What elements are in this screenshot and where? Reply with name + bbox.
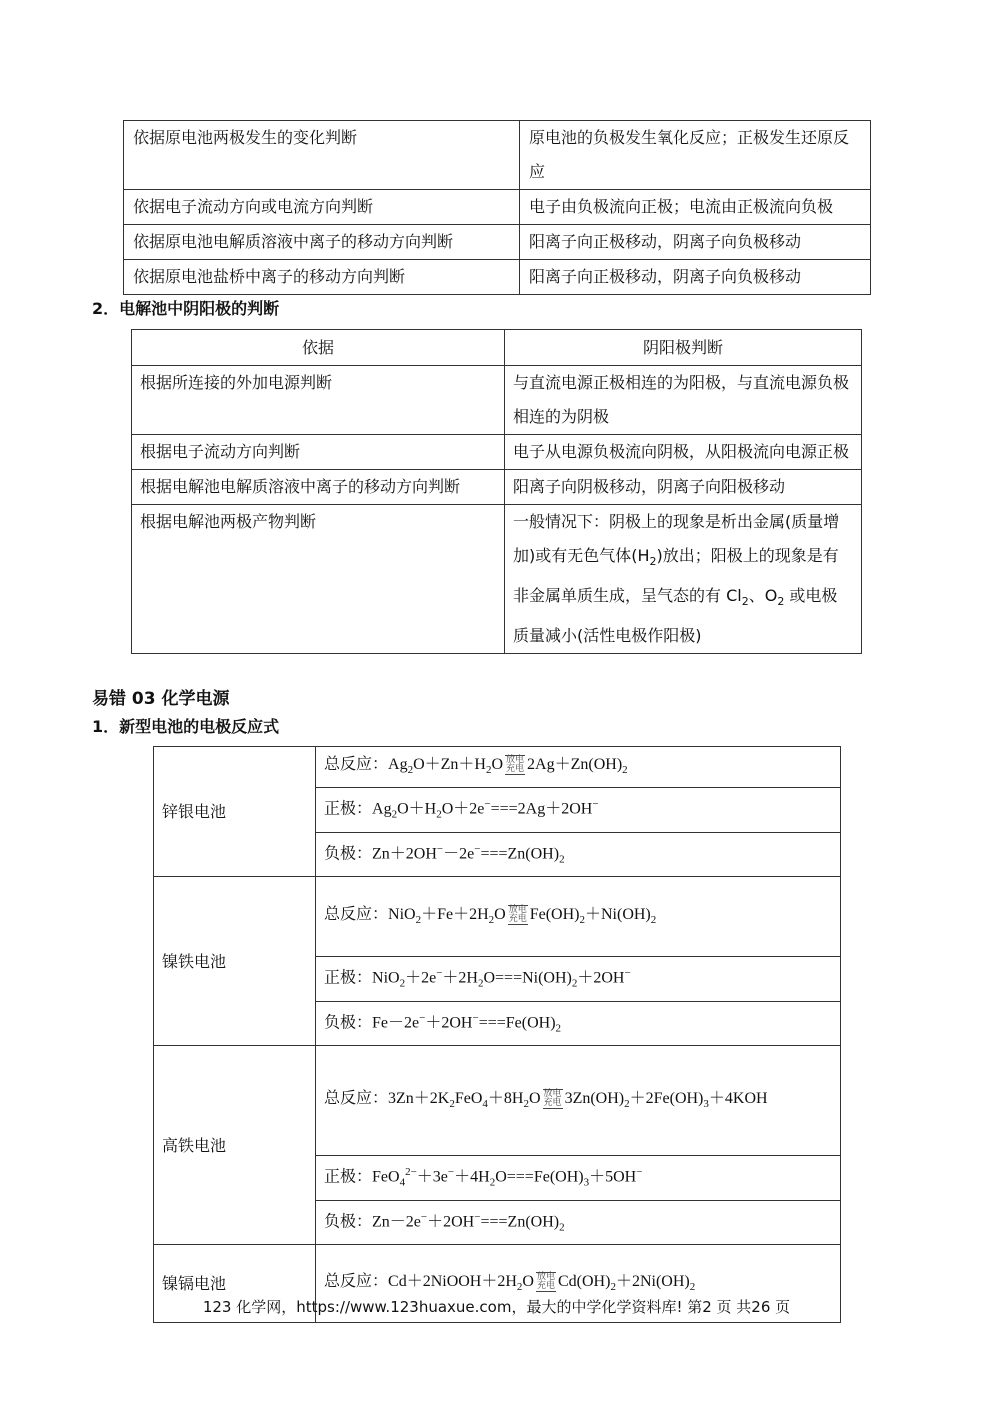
basis-cell: 根据电解池两极产物判断 (132, 505, 505, 654)
battery-name: 高铁电池 (154, 1046, 316, 1245)
basis-cell: 根据电解池电解质溶液中离子的移动方向判断 (132, 470, 505, 505)
column-header-basis: 依据 (132, 330, 505, 366)
table-row (124, 260, 871, 295)
basis-cell: 依据电子流动方向或电流方向判断 (124, 190, 520, 225)
battery-table (153, 746, 841, 1323)
electrolytic-cell-table (131, 329, 862, 654)
positive-reaction: 正极：$FeO_4^{2-}+3e^-+4H_2O===Fe(OH)_3+5OH^-$ (316, 1156, 841, 1201)
galvanic-cell-table (123, 120, 871, 295)
table-row (154, 877, 841, 957)
table-row (132, 505, 862, 654)
table-row (132, 366, 862, 435)
result-cell: 原电池的负极发生氧化反应；正极发生还原反应 (520, 121, 871, 190)
reversible-arrow-icon: 放电 充电 (508, 904, 527, 924)
basis-cell: 依据原电池盐桥中离子的移动方向判断 (124, 260, 520, 295)
column-header-result: 阴阳极判断 (505, 330, 862, 366)
result-cell: 与直流电源正极相连的为阳极，与直流电源负极相连的为阴极 (505, 366, 862, 435)
table-row (124, 121, 871, 190)
result-cell: 电子从电源负极流向阴极，从阳极流向电源正极 (505, 435, 862, 470)
reversible-arrow-icon: 放电 充电 (543, 1088, 562, 1108)
battery-name: 镍镉电池 (154, 1245, 316, 1323)
result-cell: 阳离子向正极移动，阴离子向负极移动 (520, 225, 871, 260)
basis-cell: 依据原电池电解质溶液中离子的移动方向判断 (124, 225, 520, 260)
table-header-row (132, 330, 862, 366)
table-row (132, 470, 862, 505)
basis-cell: 根据电子流动方向判断 (132, 435, 505, 470)
result-cell: 阳离子向阴极移动，阴离子向阳极移动 (505, 470, 862, 505)
negative-reaction: 负极：$Fe-2e^-+2OH^-===Fe(OH)_2$ (316, 1001, 841, 1046)
table-row (154, 1046, 841, 1156)
reversible-arrow-icon: 放电 充电 (506, 755, 525, 775)
table-row (132, 435, 862, 470)
positive-reaction: 正极：$Ag_2O+H_2O+2e^-===2Ag+2OH^-$ (316, 788, 841, 833)
total-reaction: 总反应：$NiO_2+Fe+2H_2O$ 放电 充电 $Fe(OH)_2+Ni(OH)_2$ (316, 877, 841, 957)
reversible-arrow-icon: 放电 充电 (536, 1272, 555, 1292)
page-footer: 123 化学网，https://www.123huaxue.com，最大的中学化学资料库! 第2 页 共26 页 (202, 1298, 791, 1316)
basis-cell: 依据原电池两极发生的变化判断 (124, 121, 520, 190)
battery-name: 锌银电池 (154, 747, 316, 877)
table-row (154, 747, 841, 788)
subsection-heading: 1．新型电池的电极反应式 (92, 717, 280, 736)
total-reaction: 总反应：$3Zn+2K_2FeO_4+8H_2O$ 放电 充电 $3Zn(OH)_2+2Fe(OH)_3+4KOH$ (316, 1046, 841, 1156)
negative-reaction: 负极：$Zn-2e^-+2OH^-===Zn(OH)_2$ (316, 1200, 841, 1245)
section-heading: 易错 03 化学电源 (92, 689, 230, 709)
basis-cell: 根据所连接的外加电源判断 (132, 366, 505, 435)
total-reaction: 总反应：$Cd+2NiOOH+2H_2O$ 放电 充电 $Cd(OH)_2+2Ni(OH)_2$ (316, 1245, 841, 1323)
result-cell: 阳离子向正极移动，阴离子向负极移动 (520, 260, 871, 295)
battery-name: 镍铁电池 (154, 877, 316, 1046)
total-reaction: 总反应：$Ag_2O+Zn+H_2O$ 放电 充电 $2Ag+Zn(OH)_2$ (316, 747, 841, 788)
result-cell: 一般情况下：阴极上的现象是析出金属(质量增加)或有无色气体$(H_2)$放出；阳极上的现象是有非金属单质生成，呈气态的有 $Cl_2$、$O_2$ 或电极质量减小(活性电极作阳极) (505, 505, 862, 654)
negative-reaction: 负极：$Zn+2OH^--2e^-===Zn(OH)_2$ (316, 832, 841, 877)
table-row (124, 225, 871, 260)
section-heading: 2．电解池中阴阳极的判断 (92, 299, 280, 318)
positive-reaction: 正极：$NiO_2+2e^-+2H_2O===Ni(OH)_2+2OH^-$ (316, 957, 841, 1002)
result-cell: 电子由负极流向正极；电流由正极流向负极 (520, 190, 871, 225)
table-row (124, 190, 871, 225)
